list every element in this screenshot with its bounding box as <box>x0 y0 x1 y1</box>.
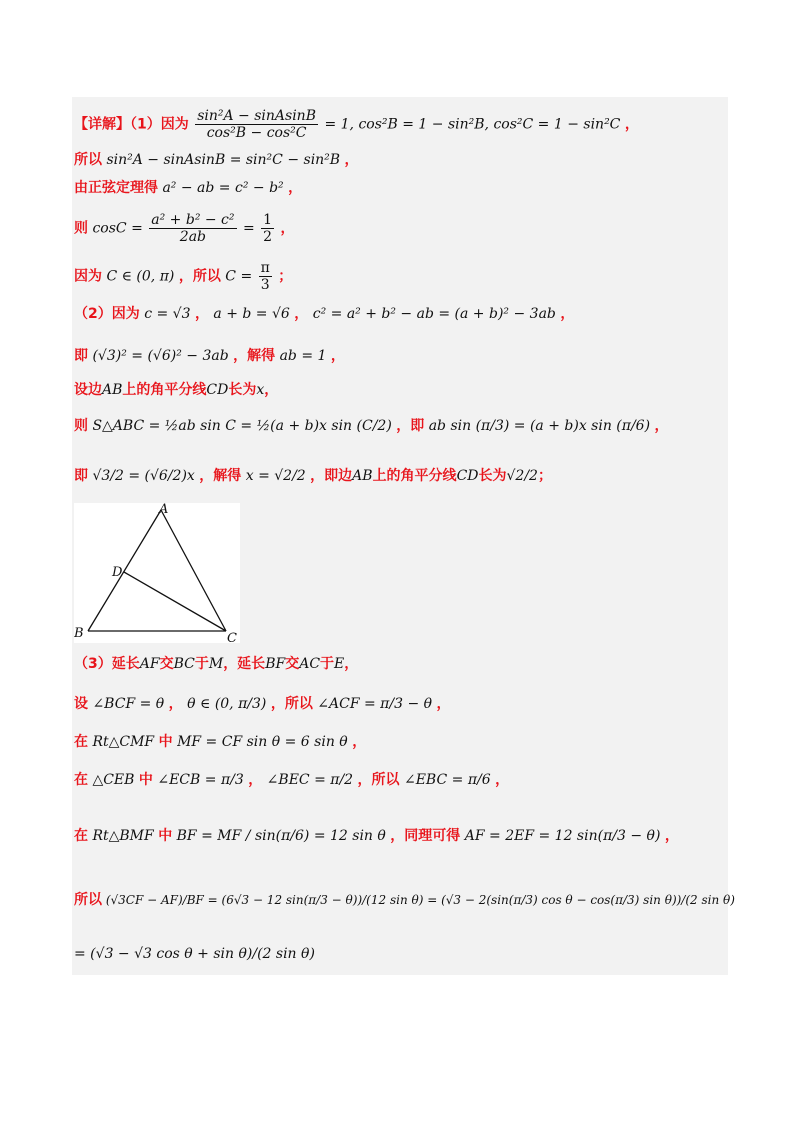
part2-line5-text: 上的角平分线 <box>372 468 457 484</box>
part1-line4-label: 则 <box>74 220 88 237</box>
part2-line5-label: 即 <box>74 468 88 484</box>
part3-line7-math: = (√3 − √3 cos θ + sin θ)/(2 sin θ) <box>74 946 315 962</box>
part2-line4-label: 则 <box>74 418 88 434</box>
part2-line1-math1: c = √3 <box>144 306 191 322</box>
punct: ， <box>330 348 345 364</box>
part2-line1-math2: a + b = √6 <box>213 306 290 322</box>
frac-numerator: a² + b² − c² <box>151 212 235 228</box>
part1-line5-frac <box>259 260 272 293</box>
punct: ， <box>436 696 451 712</box>
triangle-figure <box>74 503 240 643</box>
part2-line2-math2: ab = 1 <box>279 348 327 364</box>
part2-line2-math: (√3)² = (√6)² − 3ab <box>92 348 229 364</box>
part3-line4-label: 在 <box>74 772 88 788</box>
punct: ， <box>352 734 367 750</box>
part2-line3-text: 设边 <box>74 382 102 398</box>
segment-af: AF <box>139 656 160 672</box>
part2-line1-math3: c² = a² + b² − ab = (a + b)² − 3ab <box>312 306 556 322</box>
frac-numerator: π <box>260 260 270 276</box>
part3-line5-math1: Rt△BMF <box>92 828 154 844</box>
point-e: E <box>334 656 345 672</box>
frac-denominator: 2ab <box>179 229 206 245</box>
part1-line1 <box>74 108 639 141</box>
part3-line2-label: 设 <box>74 696 88 712</box>
part3-line5-text: 中 <box>158 828 173 844</box>
part3-line3-math1: Rt△CMF <box>92 734 155 750</box>
segment-cd: CD <box>456 468 479 484</box>
part3-line1-text: 于 <box>320 656 335 672</box>
part1-line5-math2: C = <box>225 268 253 285</box>
frac-denominator: 2 <box>263 229 273 245</box>
part2-line5 <box>74 466 552 486</box>
part2-line2-mid: ，解得 <box>233 348 276 364</box>
part2-line5-math5: √2/2 <box>506 468 538 484</box>
part1-line2 <box>74 150 359 170</box>
part3-line4 <box>74 770 509 790</box>
punct: ， <box>264 382 279 398</box>
part1-line3 <box>74 178 302 198</box>
punct: ； <box>537 468 552 484</box>
var-x: x <box>256 382 265 398</box>
part3-line7 <box>74 944 315 964</box>
part3-line6 <box>74 890 735 910</box>
punct: ， <box>344 152 359 168</box>
part3-line5-math2: BF = MF / sin(π/6) = 12 sin θ <box>176 828 386 844</box>
punct: ， <box>288 180 303 196</box>
part3-line3-text: 中 <box>158 734 173 750</box>
punct: ， <box>560 306 575 322</box>
segment-ab: AB <box>352 468 373 484</box>
part2-line2 <box>74 346 345 366</box>
part2-line1-label: （2）因为 <box>74 306 140 322</box>
punct: ， <box>495 772 510 788</box>
punct: ， <box>280 220 295 237</box>
part1-line3-label: 由正弦定理得 <box>74 180 158 196</box>
part3-line4-text: ，所以 <box>357 772 400 788</box>
frac-numerator: 1 <box>263 212 273 228</box>
part1-line4-math: cosC = <box>92 220 143 237</box>
part1-line5-mid: ，所以 <box>178 268 221 285</box>
part2-line3-text: 上的角平分线 <box>122 382 207 398</box>
part3-line2-math1: ∠BCF = θ <box>92 696 165 712</box>
part3-line1 <box>74 654 358 674</box>
frac-denominator: 3 <box>260 277 270 293</box>
part1-line4-frac1 <box>149 212 236 245</box>
part2-line3 <box>74 380 278 400</box>
vertex-label-b: B <box>74 626 84 641</box>
part2-line5-text: ，解得 <box>199 468 242 484</box>
part3-line3 <box>74 732 366 752</box>
side-ab <box>88 510 161 631</box>
part1-line3-math: a² − ab = c² − b² <box>162 180 284 196</box>
part3-line6-label: 所以 <box>74 892 102 908</box>
part1-line1-fraction <box>195 108 318 141</box>
frac-denominator: cos²B − cos²C <box>206 125 307 141</box>
part2-line5-math: √3/2 = (√6/2)x <box>92 468 195 484</box>
punct: ， <box>664 828 679 844</box>
part2-line4-mid: ，即 <box>396 418 425 434</box>
point-m: M <box>208 656 224 672</box>
punct: ， <box>294 306 309 322</box>
part1-line5 <box>74 260 292 293</box>
part3-line6-math: (√3CF − AF)/BF = (6√3 − 12 sin(π/3 − θ))/(12 sin θ) = (√3 − 2(sin(π/3) cos θ − cos(π/3) sin θ))/(2 sin θ) <box>105 893 735 907</box>
part1-line5-math: C ∈ (0, π) <box>106 268 175 285</box>
part1-line4 <box>74 212 295 245</box>
part3-line4-math3: ∠BEC = π/2 <box>266 772 354 788</box>
part3-line1-text: 于 <box>194 656 209 672</box>
part2-line3-text: 长为 <box>228 382 257 398</box>
part3-line5 <box>74 826 679 846</box>
point-label-d: D <box>112 565 123 580</box>
part3-line5-math3: AF = 2EF = 12 sin(π/3 − θ) <box>464 828 661 844</box>
part1-line2-math: sin²A − sinAsinB = sin²C − sin²B <box>106 152 341 168</box>
part3-line1-text: （3）延长 <box>74 656 140 672</box>
part3-line1-text: ，延长 <box>223 656 266 672</box>
part2-line5-text: ，即边 <box>310 468 353 484</box>
part2-line4-math: S△ABC = ½ab sin C = ½(a + b)x sin (C/2) <box>92 418 392 434</box>
part3-line5-label: 在 <box>74 828 88 844</box>
part1-line4-frac2 <box>261 212 274 245</box>
segment-bc: BC <box>173 656 195 672</box>
segment-ac: AC <box>299 656 321 672</box>
part2-line5-text: 长为 <box>478 468 507 484</box>
part3-line4-math2: ∠ECB = π/3 <box>157 772 244 788</box>
segment-ab: AB <box>102 382 123 398</box>
part3-line2-text: ，所以 <box>270 696 313 712</box>
part3-line5-text: ，同理可得 <box>390 828 461 844</box>
part3-line3-label: 在 <box>74 734 88 750</box>
part3-line2 <box>74 694 451 714</box>
punct: ， <box>248 772 263 788</box>
segment-cd: CD <box>206 382 229 398</box>
punct: ， <box>168 696 183 712</box>
part3-line2-math2: θ ∈ (0, π/3) <box>187 696 267 712</box>
part2-line4-math2: ab sin (π/3) = (a + b)x sin (π/6) <box>428 418 651 434</box>
part1-line2-label: 所以 <box>74 152 102 168</box>
vertex-label-c: C <box>227 631 237 643</box>
punct: ， <box>654 418 669 434</box>
part3-line1-text: 交 <box>159 656 174 672</box>
part3-line1-text: 交 <box>285 656 300 672</box>
part1-line1-label: 【详解】（1）因为 <box>74 116 189 133</box>
part3-line4-text: 中 <box>138 772 153 788</box>
punct: ， <box>344 656 359 672</box>
vertex-label-a: A <box>159 503 169 517</box>
part1-line1-math: = 1, cos²B = 1 − sin²B, cos²C = 1 − sin²C <box>324 116 621 133</box>
part3-line4-math4: ∠EBC = π/6 <box>403 772 491 788</box>
part2-line5-math2: x = √2/2 <box>245 468 306 484</box>
part1-line5-label: 因为 <box>74 268 102 285</box>
part3-line2-math3: ∠ACF = π/3 − θ <box>317 696 433 712</box>
punct: ； <box>278 268 293 285</box>
frac-numerator: sin²A − sinAsinB <box>197 108 316 124</box>
part2-line4 <box>74 416 669 436</box>
part3-line3-math2: MF = CF sin θ = 6 sin θ <box>177 734 348 750</box>
segment-bf: BF <box>265 656 286 672</box>
part3-line4-math1: △CEB <box>92 772 135 788</box>
part2-line1 <box>74 304 574 324</box>
punct: ， <box>194 306 209 322</box>
punct: ， <box>624 116 639 133</box>
equals: = <box>242 220 255 237</box>
part2-line2-label: 即 <box>74 348 88 364</box>
